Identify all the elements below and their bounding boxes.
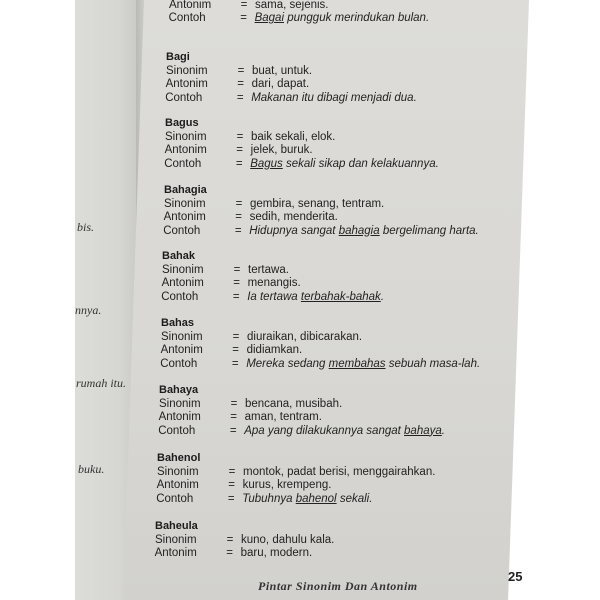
row-label: Contoh <box>164 157 202 170</box>
row-label: Sinonim <box>162 264 204 277</box>
entry-row-antonim <box>157 479 332 491</box>
entry-row-antonim <box>166 78 310 90</box>
row-label: Contoh <box>163 224 201 237</box>
entry-headword: Bahas <box>161 317 195 329</box>
row-value: menangis. <box>247 277 301 290</box>
equals-sign: = <box>234 224 242 237</box>
equals-sign: = <box>235 157 243 170</box>
entry-row-contoh <box>161 291 384 303</box>
row-value: jelek, buruk. <box>250 144 313 157</box>
equals-sign: = <box>226 534 234 547</box>
entry-row-sinonim <box>159 398 342 410</box>
row-label: Sinonim <box>155 534 197 547</box>
entry-row-contoh <box>169 12 430 24</box>
entry-row-antonim <box>165 144 313 156</box>
row-label: Contoh <box>158 424 196 437</box>
example-text-before: Tubuhnya <box>242 492 296 505</box>
row-label: Antonim <box>154 547 197 560</box>
equals-sign: = <box>228 466 236 479</box>
row-value: gembira, senang, tentram. <box>250 198 385 211</box>
equals-sign: = <box>235 198 243 211</box>
equals-sign: = <box>235 211 242 224</box>
example-text-after: bergelimang harta. <box>379 224 479 237</box>
entry-row-sinonim <box>161 331 362 343</box>
example-text-after: . <box>380 290 385 303</box>
entry-row-contoh <box>156 493 372 505</box>
entry-headword: Bagi <box>166 51 190 63</box>
entry-row-antonim <box>164 211 338 223</box>
row-label: Contoh <box>160 357 198 370</box>
equals-sign: = <box>226 547 233 560</box>
equals-sign: = <box>232 331 240 344</box>
row-value <box>244 425 445 437</box>
row-value: sedih, menderita. <box>249 211 338 224</box>
row-label: Sinonim <box>165 131 207 144</box>
row-value: aman, tentram. <box>244 411 322 424</box>
example-underlined-word: membahas <box>328 357 386 370</box>
example-text-after: pungguk merindukan bulan. <box>284 12 430 25</box>
row-value <box>242 493 372 505</box>
row-value <box>250 158 439 170</box>
equals-sign: = <box>229 424 237 437</box>
equals-sign: = <box>232 344 239 357</box>
example-text-before: Mereka sedang <box>246 357 329 370</box>
entry-headword: Bagus <box>165 117 199 129</box>
row-value: didiamkan. <box>246 344 303 357</box>
equals-sign: = <box>230 398 238 411</box>
row-label: Sinonim <box>161 331 203 344</box>
example-text-before: Ia tertawa <box>247 290 301 303</box>
row-value: montok, padat berisi, menggairahkan. <box>243 466 436 479</box>
row-label: Contoh <box>156 492 194 505</box>
row-value <box>246 358 480 370</box>
entry-row-sinonim <box>155 534 334 546</box>
row-value: bencana, musibah. <box>245 398 343 411</box>
entry-row-antonim <box>162 277 301 289</box>
entry-headword: Bahaya <box>159 384 199 396</box>
example-text-after: sebuah masa-lah. <box>385 357 481 370</box>
row-label: Antonim <box>169 0 212 11</box>
row-label: Antonim <box>161 277 204 290</box>
entry-headword: Bahak <box>162 250 196 262</box>
row-value: kuno, dahulu kala. <box>241 534 335 547</box>
row-value: dari, dapat. <box>251 78 310 91</box>
example-underlined-word: Bagus <box>250 157 283 170</box>
example-underlined-word: terbahak-bahak <box>300 290 381 303</box>
equals-sign: = <box>231 357 239 370</box>
row-label: Sinonim <box>166 65 208 78</box>
example-underlined-word: bahaya <box>404 424 442 437</box>
example-underlined-word: Bagai <box>254 12 285 25</box>
entry-row-sinonim <box>162 264 289 276</box>
entry-row-sinonim <box>164 198 384 210</box>
left-page-fragment: bis. <box>77 220 95 234</box>
left-page-fragment: nnya. <box>75 303 102 317</box>
row-value: tertawa. <box>248 264 289 277</box>
row-label: Contoh <box>168 12 206 25</box>
row-value: baru, modern. <box>240 547 313 560</box>
row-value <box>251 92 417 104</box>
entry-headword: Bahagia <box>164 184 207 196</box>
row-label: Antonim <box>158 411 201 424</box>
entry-row-sinonim <box>166 65 312 77</box>
example-text-before: Hidupnya sangat <box>249 224 339 237</box>
equals-sign: = <box>240 12 247 25</box>
footer-title: Pintar Sinonim Dan Antonim <box>258 579 418 593</box>
equals-sign: = <box>230 411 237 424</box>
row-value <box>255 12 430 24</box>
example-underlined-word: bahenol <box>295 492 337 505</box>
row-label: Sinonim <box>164 198 206 211</box>
example-text-after: . <box>441 424 445 437</box>
row-label: Sinonim <box>159 398 201 411</box>
left-page-fragment: rumah itu. <box>76 376 127 390</box>
equals-sign: = <box>233 277 240 290</box>
row-label: Contoh <box>165 91 203 104</box>
entry-row-contoh <box>158 425 445 437</box>
entry-row-sinonim <box>157 466 435 478</box>
entry-row-antonim <box>161 344 303 356</box>
equals-sign: = <box>237 78 244 91</box>
equals-sign: = <box>240 0 248 11</box>
entry-headword: Bahenol <box>157 452 201 464</box>
entry-row-contoh <box>163 225 479 237</box>
example-text-before: Makanan itu dibagi menjadi dua. <box>251 91 417 104</box>
row-label: Antonim <box>156 479 199 492</box>
row-value <box>249 225 479 237</box>
entry-row-antonim <box>169 0 329 11</box>
entry-row-contoh <box>165 92 417 104</box>
row-value: diuraikan, dibicarakan. <box>247 331 363 344</box>
row-value: baik sekali, elok. <box>251 131 336 144</box>
entry-row-contoh <box>164 158 439 170</box>
row-label: Antonim <box>165 78 208 91</box>
entry-row-contoh <box>160 358 480 370</box>
example-underlined-word: bahagia <box>338 224 380 237</box>
equals-sign: = <box>236 144 243 157</box>
example-text-after: sekali sikap dan kelakuannya. <box>282 157 439 170</box>
entry-headword: Baheula <box>155 520 198 532</box>
equals-sign: = <box>227 492 235 505</box>
row-value <box>247 291 384 303</box>
equals-sign: = <box>236 91 244 104</box>
equals-sign: = <box>236 131 244 144</box>
equals-sign: = <box>228 479 235 492</box>
row-value: sama, sejenis. <box>255 0 329 11</box>
row-label: Antonim <box>160 344 203 357</box>
equals-sign: = <box>237 65 245 78</box>
row-label: Contoh <box>161 290 199 303</box>
left-page-fragment: buku. <box>78 462 105 476</box>
entry-row-antonim <box>159 411 322 423</box>
example-text-before: Apa yang dilakukannya sangat <box>244 424 405 437</box>
entry-row-sinonim <box>165 131 335 143</box>
row-label: Antonim <box>164 144 207 157</box>
page-number: 25 <box>508 569 523 584</box>
row-value: kurus, krempeng. <box>242 479 332 492</box>
row-label: Antonim <box>163 211 206 224</box>
entry-row-antonim <box>155 547 313 559</box>
equals-sign: = <box>232 290 240 303</box>
equals-sign: = <box>233 264 241 277</box>
example-text-after: sekali. <box>336 492 373 505</box>
row-label: Sinonim <box>157 466 199 479</box>
row-value: buat, untuk. <box>252 65 313 78</box>
